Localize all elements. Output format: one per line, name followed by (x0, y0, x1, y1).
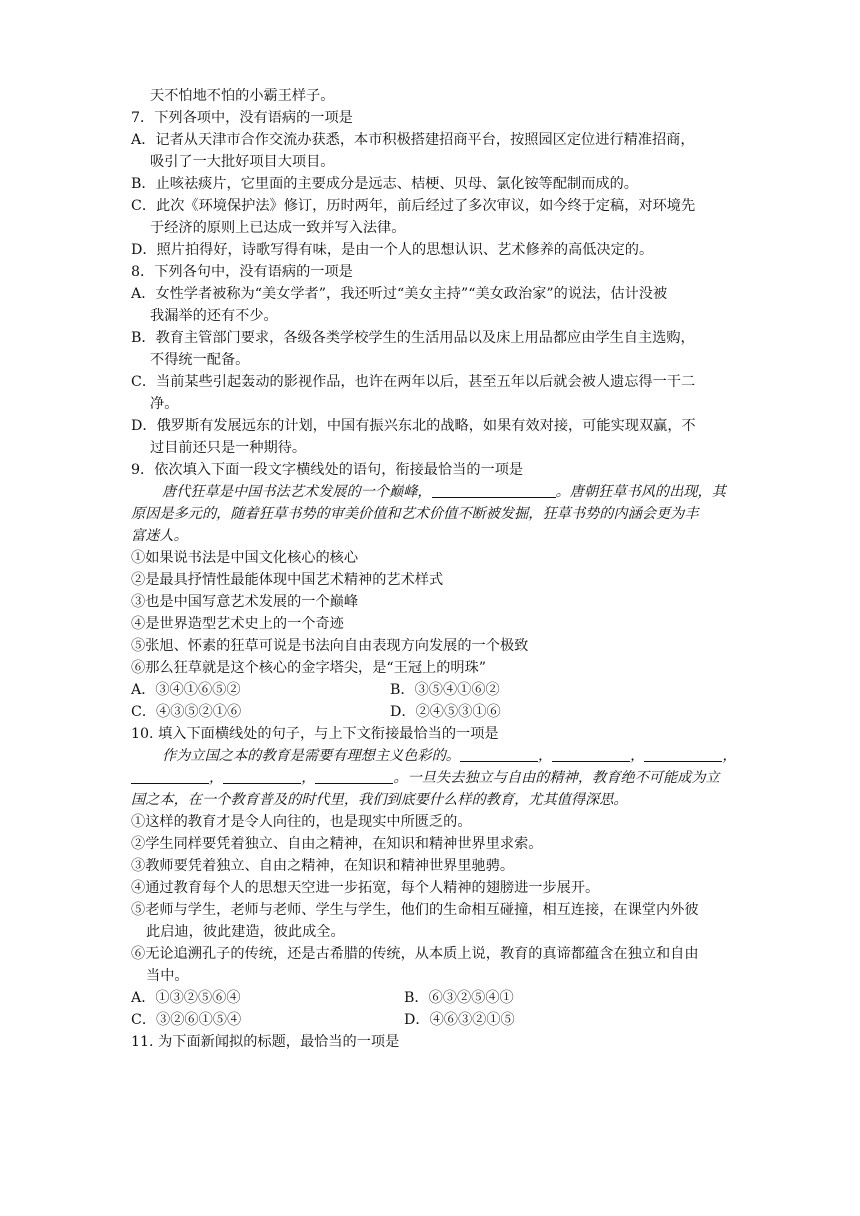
question-7-option-a: A．记者从天津市合作交流办获悉，本市积极搭建招商平台，按照园区定位进行精准招商， (131, 132, 695, 148)
answer-blank (131, 768, 209, 784)
question-7-option-a-cont: 吸引了一大批好项目大项目。 (150, 154, 335, 170)
question-10-option-b: B．⑥③②⑤④① (404, 990, 514, 1006)
question-10-item-6-cont: 当中。 (146, 968, 189, 984)
text-line: 天不怕地不怕的小霸王样子。 (150, 88, 335, 104)
question-8-option-b: B．教育主管部门要求，各级各类学校学生的生活用品以及床上用品都应由学生自主选购， (131, 330, 695, 346)
answer-blank (460, 746, 538, 762)
question-10-item-5: ⑤老师与学生，老师与老师、学生与学生，他们的生命相互碰撞，相互连接，在课堂内外彼 (131, 902, 699, 918)
question-8-option-a-cont: 我漏举的还有不少。 (150, 308, 278, 324)
question-9-item-3: ③也是中国写意艺术发展的一个巅峰 (131, 594, 359, 610)
question-10-options-ab (0, 986, 860, 1010)
question-10-option-c: C．③②⑥①⑤④ (131, 1012, 242, 1028)
question-10-item-3: ③教师要凭着独立、自由之精神，在知识和精神世界里驰骋。 (131, 858, 515, 874)
question-9-stem: 9．依次填入下面一段文字横线处的语句，衔接最恰当的一项是 (131, 462, 524, 478)
question-8-stem: 8．下列各句中，没有语病的一项是 (131, 264, 353, 280)
question-9-item-6: ⑥那么狂草就是这个核心的金字塔尖，是“王冠上的明珠” (131, 660, 487, 676)
question-9-option-a: A．③④①⑥⑤② (131, 682, 241, 698)
question-10-passage-cont: ， ， 。一旦失去独立与自由的精神，教育绝不可能成为立 (0, 766, 860, 790)
question-10-item-4: ④通过教育每个人的思想天空进一步拓宽，每个人精神的翅膀进一步展开。 (131, 880, 600, 896)
question-9-item-1: ①如果说书法是中国文化核心的核心 (131, 550, 359, 566)
question-7-stem: 7．下列各项中，没有语病的一项是 (131, 110, 353, 126)
question-10-item-5-cont: 此启迪，彼此建造，彼此成全。 (146, 924, 345, 940)
answer-blank (644, 746, 722, 762)
answer-blank (315, 768, 393, 784)
question-9-passage: 唐代狂草是中国书法艺术发展的一个巅峰， 。唐朝狂草书风的出现，其 (162, 484, 726, 500)
question-9-item-2: ②是最具抒情性最能体现中国艺术精神的艺术样式 (131, 572, 444, 588)
answer-blank (223, 768, 301, 784)
question-10-passage: 作为立国之本的教育是需要有理想主义色彩的。 ， ， ， (162, 748, 737, 764)
question-7-option-d: D．照片拍得好，诗歌写得有味，是由一个人的思想认识、艺术修养的高低决定的。 (131, 242, 654, 258)
question-7-option-c-cont: 于经济的原则上已达成一致并写入法律。 (150, 220, 406, 236)
question-10-passage-cont: 国之本，在一个教育普及的时代里，我们到底要什么样的教育，尤其值得深思。 (131, 792, 628, 808)
question-7-option-c: C．此次《环境保护法》修订，历时两年，前后经过了多次审议，如今终于定稿，对环境先 (131, 198, 696, 214)
question-8-option-d: D．俄罗斯有发展远东的计划，中国有振兴东北的战略，如果有效对接，可能实现双赢，不 (131, 418, 696, 434)
question-9-passage-cont: 富迷人。 (131, 528, 188, 544)
question-9-option-b: B．③⑤④①⑥② (390, 682, 500, 698)
question-8-option-c-cont: 净。 (150, 396, 179, 412)
question-10-item-2: ②学生同样要凭着独立、自由之精神，在知识和精神世界里求索。 (131, 836, 543, 852)
answer-blank (432, 482, 556, 498)
question-8-option-d-cont: 过目前还只是一种期待。 (150, 440, 307, 456)
question-9-option-c: C．④③⑤②①⑥ (131, 704, 242, 720)
question-9-options-ab (0, 678, 860, 702)
question-7-option-b: B．止咳祛痰片，它里面的主要成分是远志、桔梗、贝母、氯化铵等配制而成的。 (131, 176, 638, 192)
question-10-option-a: A．①③②⑤⑥④ (131, 990, 241, 1006)
question-8-option-a: A．女性学者被称为“美女学者”，我还听过“美女主持”“美女政治家”的说法，估计没被 (131, 286, 668, 302)
question-10-options-cd (0, 1008, 860, 1032)
question-8-option-b-cont: 不得统一配备。 (150, 352, 250, 368)
question-9-option-d: D．②④⑤③①⑥ (390, 704, 501, 720)
question-10-stem: 10. 填入下面横线处的句子，与上下文衔接最恰当的一项是 (131, 726, 499, 742)
question-10-item-6: ⑥无论追溯孔子的传统，还是古希腊的传统，从本质上说，教育的真谛都蕴含在独立和自由 (131, 946, 699, 962)
answer-blank (552, 746, 630, 762)
question-10-item-1: ①这样的教育才是令人向往的，也是现实中所匮乏的。 (131, 814, 472, 830)
question-11-stem: 11. 为下面新闻拟的标题，最恰当的一项是 (131, 1034, 400, 1050)
question-9-options-cd (0, 700, 860, 724)
question-9-item-5: ⑤张旭、怀素的狂草可说是书法向自由表现方向发展的一个极致 (131, 638, 529, 654)
question-10-option-d: D．④⑥③②①⑤ (404, 1012, 515, 1028)
question-8-option-c: C．当前某些引起轰动的影视作品，也许在两年以后，甚至五年以后就会被人遗忘得一干二 (131, 374, 696, 390)
question-9-item-4: ④是世界造型艺术史上的一个奇迹 (131, 616, 344, 632)
question-9-passage-cont: 原因是多元的，随着狂草书势的审美价值和艺术价值不断被发掘，狂草书势的内涵会更为丰 (131, 506, 699, 522)
